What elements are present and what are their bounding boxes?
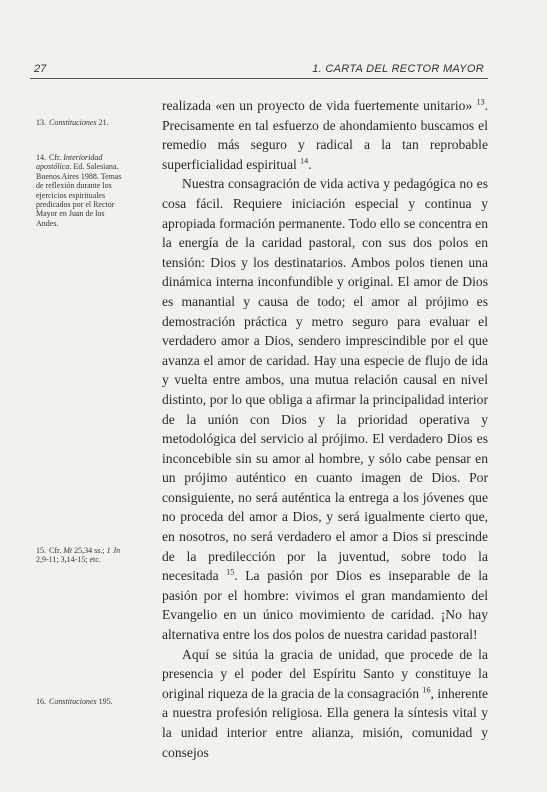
paragraph-2: Nuestra consagración de vida activa y pedagógica no es cosa fácil. Requiere iniciación especial y continua y apropiada formación permanente. Todo ello se concentra en la energía de la caridad pastoral, con sus dos polos en tensión: Dios y los destinatarios. Ambos polos tienen una dinámica interna inconfundible y original. El amor de Dios es manantial y causa de todo; el amor al prójimo es demostración práctica y metro seguro para evaluar el verdadero amor a Dios, sendero imprescindible por el que avanza el amor de caridad. Hay una especie de flujo de ida y vuelta entre ambos, una mutua relación causal en nivel distinto, por lo que obliga a afirmar la principalidad interior de la unión con Dios y la prioridad operativa y metodológica del servicio al prójimo. El verdadero Dios es inconcebible sin su amor al hombre, y sólo cabe pensar en un prójimo auténtico en cuanto imagen de Dios. Por consiguiente, no será auténtica la entrega a los jóvenes que no proceda del amor a Dios, y será igualmente cierto que, en nosotros, no será verdadero el amor a Dios si prescinde de la predilección por la juventud, sobre todo la necesitada $^{15}$. La pasión por Dios es inseparable de la pasión por el hombre: vivimos el gran mandamiento del Evangelio en un único movimiento de caridad. ¡No hay alternativa entre los dos polos de nuestra caridad pastoral! [162,176,489,643]
page-number: 27 [34,63,47,75]
paragraph-1: realizada «en un proyecto de vida fuertemente unitario» $^{13}$. Precisamente en tal esfuerzo de ahondamiento buscamos el remedio más seguro y radical a la tan reprobable superficialidad espiritual $^{14}$. [162,97,488,172]
running-header [30,63,488,77]
footnote-ref-15: 15 [226,567,235,577]
paragraph-3: Aquí se sitúa la gracia de unidad, que procede de la presencia y el poder del Espíritu Santo y constituye la original riqueza de la gracia de la consagración $^{16}$, inherente a nuestra profesión religiosa. Ella genera la síntesis vital y la unidad interior entre alianza, misión, comunidad y consejos [162,646,489,760]
footnote-13: 13. Constituciones 21. [36,118,109,127]
footnote-ref-13: 13 [476,97,485,107]
footnote-15: 15. Cfr. Mt 25,34 ss.; 1 Jn 2,9-11; 3,14-15; etc. [36,546,121,565]
footnote-14: 14. Cfr. Interioridad apostólica. Ed. Salesiana. Buenos Aires 1988. Temas de reflexión durante los ejercicios espirituales predicados por el Rector Mayor en Juan de los Andes. [36,153,122,228]
header-rule [30,78,488,79]
body-text [162,96,488,762]
footnote-ref-16: 16 [422,685,431,695]
footnote-16: 16. Constituciones 195. [36,697,113,706]
footnote-ref-14: 14 [300,156,309,166]
running-title: 1. CARTA DEL RECTOR MAYOR [312,63,484,75]
